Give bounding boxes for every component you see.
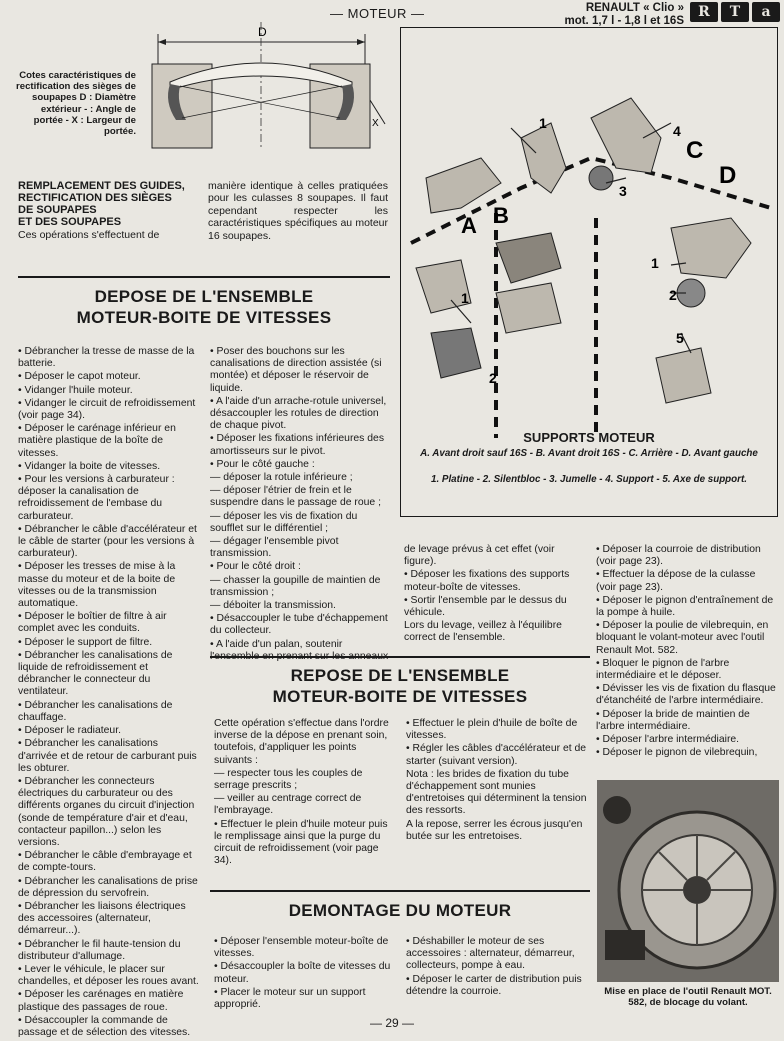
part-number-2-a: 2 bbox=[489, 370, 497, 386]
guides-heading-line: ET DES SOUPAPES bbox=[18, 216, 122, 228]
list-item: • Déshabiller le moteur de ses accessoires : alternateur, démarreur, collecteurs, pompe à eau. bbox=[406, 936, 575, 972]
part-number-3: 3 bbox=[619, 183, 627, 199]
list-item: Nota : les brides de fixation du tube d'échappement sont munies d'entretoises qui déterminent la tension des ressorts. bbox=[406, 768, 587, 817]
running-header: — MOTEUR — bbox=[330, 6, 425, 21]
repose-column-1 bbox=[214, 718, 396, 868]
list-item: • Déposer le carter de distribution puis détendre la courroie. bbox=[406, 973, 582, 997]
list-item: • Débrancher le câble d'accélérateur et le câble de starter (pour les versions à carburateur). bbox=[18, 523, 197, 560]
list-item: • Déposer les carénages en matière plastique des passages de roue. bbox=[18, 989, 184, 1013]
list-item: — déboiter la transmission. bbox=[210, 600, 336, 612]
list-item: • A l'aide d'un arrache-rotule universel, désaccoupler les rotules de direction de chaque pivot. bbox=[210, 395, 387, 432]
list-item: — veiller au centrage correct de l'embrayage. bbox=[214, 793, 362, 817]
supports-legend-line-2: 1. Platine - 2. Silentbloc - 3. Jumelle - 4. Support - 5. Axe de support. bbox=[431, 474, 747, 485]
list-item: • Déposer la courroie de distribution (voir page 23). bbox=[596, 544, 761, 568]
list-item: Lors du levage, veillez à l'équilibre correct de l'ensemble. bbox=[404, 620, 562, 644]
list-item: — déposer l'étrier de frein et le suspendre dans le passage de roue ; bbox=[210, 485, 381, 509]
demontage-title: DEMONTAGE DU MOTEUR bbox=[288, 901, 512, 920]
logo-letter: R bbox=[690, 2, 718, 22]
list-item: • A l'aide d'un palan, soutenir l'ensemble en prenant sur les anneaux bbox=[210, 638, 389, 662]
list-item: • Déposer l'ensemble moteur-boîte de vitesses. bbox=[214, 936, 389, 960]
list-item: • Débrancher les canalisations de prise de dépression du servofrein. bbox=[18, 875, 198, 899]
repose-title-line-2: MOTEUR-BOITE DE VITESSES bbox=[272, 687, 528, 706]
engine-mounts-drawing bbox=[401, 28, 777, 448]
list-item: • Effectuer le plein d'huile moteur puis le remplissage ainsi que la purge du circuit de refroidissement (voir page 34). bbox=[214, 818, 388, 867]
list-item: • Désaccoupler la boîte de vitesses du moteur. bbox=[214, 961, 391, 985]
model-line-1: RENAULT « Clio » bbox=[585, 2, 684, 14]
part-number-1: 1 bbox=[539, 115, 547, 131]
list-item: • Déposer les fixations des supports moteur-boîte de vitesses. bbox=[404, 569, 570, 593]
logo-letter: T bbox=[721, 2, 749, 22]
right-column bbox=[596, 544, 778, 760]
list-item: • Dévisser les vis de fixation du flasque d'étanchéité de l'arbre intermédiaire. bbox=[596, 683, 776, 707]
repose-title-box bbox=[210, 656, 590, 714]
list-item: • Pour le côté gauche : bbox=[210, 458, 315, 470]
list-item: • Débrancher la tresse de masse de la batterie. bbox=[18, 346, 195, 370]
demontage-title-box bbox=[210, 890, 590, 928]
list-item: • Vidanger l'huile moteur. bbox=[18, 384, 133, 396]
list-item: • Déposer la poulie de vilebrequin, en bloquant le volant-moteur avec l'outil Renault Mot. 582. bbox=[596, 620, 769, 656]
repose-title-line-1: REPOSE DE L'ENSEMBLE bbox=[290, 666, 510, 685]
logo-letter: a bbox=[752, 2, 780, 22]
list-item: — déposer la rotule inférieure ; bbox=[210, 472, 353, 484]
list-item: • Déposer le pignon de vilebrequin, bbox=[596, 747, 758, 759]
list-item: • Vidanger le circuit de refroidissement (voir page 34). bbox=[18, 397, 196, 422]
mount-letter-b: B bbox=[493, 203, 509, 228]
list-item: • Débrancher le fil haute-tension du distributeur d'allumage. bbox=[18, 938, 181, 962]
part-number-2-d: 2 bbox=[669, 287, 677, 303]
list-item: — respecter tous les couples de serrage prescrits ; bbox=[214, 767, 363, 792]
valve-figure-caption: Cotes caractéristiques de rectification des sièges de soupapes D : Diamètre extérieur - : Angle de portée - X : Largeur de portée. bbox=[16, 70, 136, 138]
list-item: • Débrancher les canalisations de liquide de refroidissement et débrancher le connecteur du ventilateur. bbox=[18, 649, 173, 698]
list-item: • Déposer la bride de maintien de l'arbre intermédiaire. bbox=[596, 708, 750, 732]
list-item: • Régler les câbles d'accélérateur et de starter (suivant version). bbox=[406, 743, 587, 767]
list-item: • Vidanger la boite de vitesses. bbox=[18, 460, 161, 472]
list-item: • Lever le véhicule, le placer sur chandelles, et déposer les roues avant. bbox=[18, 963, 199, 988]
depose-column-2 bbox=[210, 346, 392, 664]
list-item: de levage prévus à cet effet (voir figure). bbox=[404, 544, 555, 568]
list-item: • Débrancher les canalisations de chauffage. bbox=[18, 699, 173, 723]
list-item: • Désaccoupler la commande de passage et de sélection des vitesses. bbox=[18, 1014, 191, 1038]
list-item: • Effectuer la dépose de la culasse (voir page 23). bbox=[596, 569, 756, 593]
depose-title-line-1: DEPOSE DE L'ENSEMBLE bbox=[94, 287, 314, 306]
supports-title: SUPPORTS MOTEUR bbox=[523, 430, 655, 445]
part-number-4: 4 bbox=[673, 123, 681, 139]
list-item: • Pour le côté droit : bbox=[210, 561, 301, 573]
list-item: • Débrancher les canalisations d'arrivée et de retour de carburant puis les obturer. bbox=[18, 738, 197, 774]
list-item: • Effectuer le plein d'huile de boîte de vitesses. bbox=[406, 718, 578, 742]
mount-letter-a: A bbox=[461, 213, 477, 238]
part-number-5: 5 bbox=[676, 330, 684, 346]
guides-text-left: Ces opérations s'effectuent de bbox=[18, 229, 160, 241]
supports-moteur-figure bbox=[400, 27, 778, 517]
depose-column-3 bbox=[404, 544, 586, 646]
part-number-1-d: 1 bbox=[651, 255, 659, 271]
list-item: • Déposer le boîtier de filtre à air complet avec les conduits. bbox=[18, 611, 167, 635]
list-item: • Déposer les tresses de mise à la masse du moteur et de la boite de vitesses ou de la transmission automatique. bbox=[18, 561, 176, 610]
page-number: — 29 — bbox=[370, 1016, 415, 1030]
repose-column-2 bbox=[406, 718, 588, 844]
list-item: • Déposer le capot moteur. bbox=[18, 371, 141, 383]
depose-column-1 bbox=[18, 346, 200, 1040]
mount-letter-c: C bbox=[686, 137, 704, 164]
list-item: • Pour les versions à carburateur : déposer la canalisation de refroidissement de l'embase du carburateur. bbox=[18, 474, 175, 522]
list-item: A la repose, serrer les écrous jusqu'en butée sur les entretoises. bbox=[406, 818, 583, 842]
list-item: • Bloquer le pignon de l'arbre intermédiaire et le déposer. bbox=[596, 657, 730, 682]
demontage-column-2 bbox=[406, 936, 588, 999]
list-item: • Déposer le support de filtre. bbox=[18, 636, 153, 648]
angle-label-x: X bbox=[372, 118, 379, 129]
model-line-2: mot. 1,7 l - 1,8 l et 16S bbox=[564, 15, 684, 27]
dimension-label-d: D bbox=[258, 25, 267, 39]
valve-seat-diagram bbox=[140, 22, 395, 150]
list-item: — chasser la goupille de maintien de transmission ; bbox=[210, 574, 381, 598]
list-item: • Désaccoupler le tube d'échappement du collecteur. bbox=[210, 613, 388, 637]
photo-caption: Mise en place de l'outil Renault MOT. 582, de blocage du volant. bbox=[604, 986, 772, 1008]
list-item: • Débrancher le câble d'embrayage et de compte-tours. bbox=[18, 850, 192, 874]
list-item: — déposer les vis de fixation du soufflet sur le différentiel ; bbox=[210, 510, 358, 534]
guides-heading-line: REMPLACEMENT DES GUIDES, bbox=[18, 180, 185, 192]
list-item: • Débrancher les liaisons électriques des accessoires (alternateur, démarreur...). bbox=[18, 900, 186, 937]
list-item: — dégager l'ensemble pivot transmission. bbox=[210, 536, 339, 560]
guides-heading-line: DE SOUPAPES bbox=[18, 204, 97, 216]
list-item: • Déposer le carénage inférieur en matière plastique de la boîte de vitesses. bbox=[18, 423, 176, 459]
guides-text-right: manière identique à celles pratiquées pour les culasses 8 soupapes. Il faut cependant respecter les caractéristiques spécifiques au moteur 16 soupapes. bbox=[208, 180, 388, 242]
list-item: • Sortir l'ensemble par le dessus du véhicule. bbox=[404, 594, 567, 619]
list-item: • Débrancher les connecteurs électriques du carburateur ou des différents organes du circuit d'injection (sonde de température d'air et d'eau, contacteur papillon...) selon les versions. bbox=[18, 775, 195, 848]
depose-title-line-2: MOTEUR-BOITE DE VITESSES bbox=[76, 308, 332, 327]
guides-heading bbox=[18, 180, 208, 228]
list-item: Cette opération s'effectue dans l'ordre inverse de la dépose en prenant soin, toutefois, d'appliquer les points suivants : bbox=[214, 718, 389, 766]
flywheel-tool-photo bbox=[597, 780, 779, 982]
mount-letter-d: D bbox=[719, 162, 737, 189]
model-heading bbox=[560, 2, 684, 28]
list-item: • Déposer le radiateur. bbox=[18, 725, 121, 737]
list-item: • Placer le moteur sur un support approprié. bbox=[214, 986, 366, 1011]
demontage-column-1 bbox=[214, 936, 396, 1012]
rta-logo bbox=[690, 2, 780, 22]
guides-heading-line: RECTIFICATION DES SIÈGES bbox=[18, 192, 172, 204]
depose-title-box bbox=[18, 276, 390, 336]
list-item: • Déposer les fixations inférieures des amortisseurs sur le pivot. bbox=[210, 433, 385, 457]
list-item: • Déposer le pignon d'entraînement de la pompe à huile. bbox=[596, 594, 774, 619]
list-item: • Déposer l'arbre intermédiaire. bbox=[596, 734, 740, 746]
list-item: • Poser des bouchons sur les canalisations de direction assistée (si montée) et déposer le réservoir de liquide. bbox=[210, 346, 382, 394]
supports-legend-line-1: A. Avant droit sauf 16S - B. Avant droit 16S - C. Arrière - D. Avant gauche bbox=[420, 448, 758, 459]
part-number-1-a: 1 bbox=[461, 290, 469, 306]
